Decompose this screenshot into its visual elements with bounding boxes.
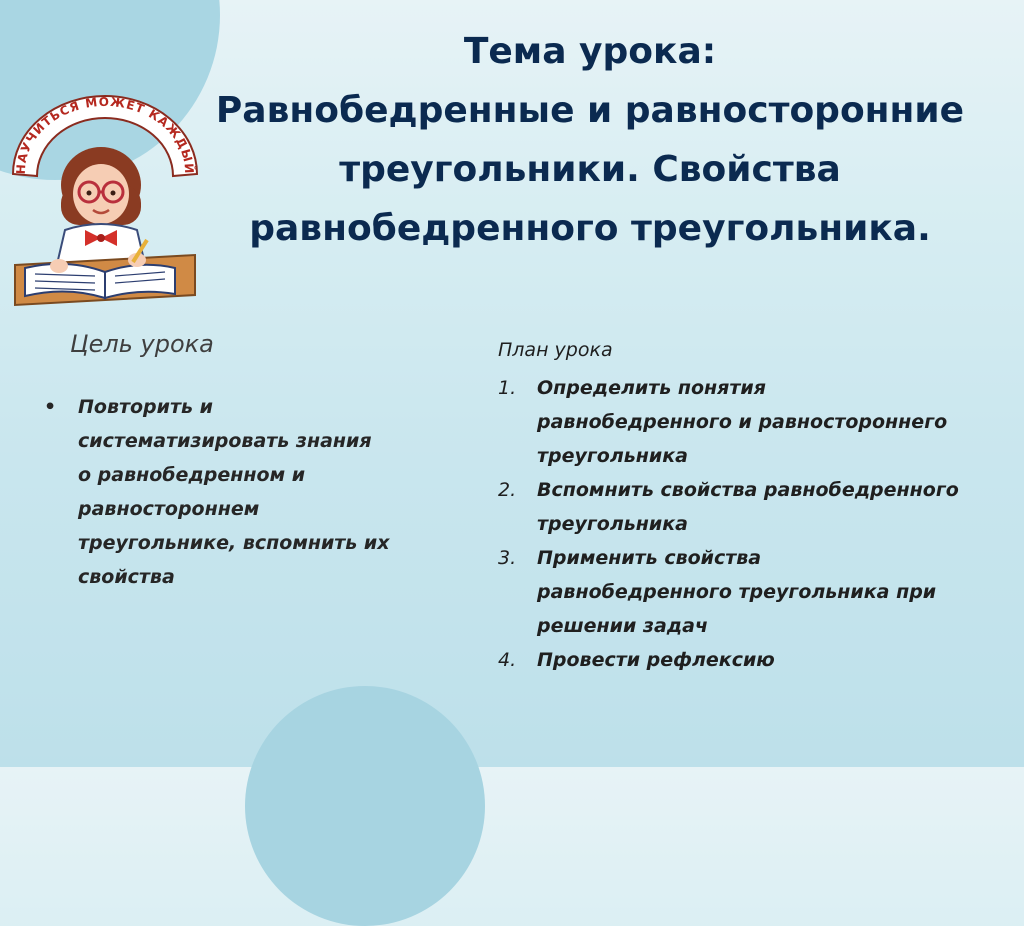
plan-item-number: 3. bbox=[498, 547, 517, 569]
goal-line: о равнобедренном и bbox=[78, 464, 306, 486]
plan-item-number: 4. bbox=[498, 649, 517, 671]
mascot-badge-text: НАУЧИТЬСЯ МОЖЕТ КАЖДЫЙ bbox=[13, 94, 197, 175]
plan-line: Вспомнить свойства равнобедренного bbox=[537, 479, 959, 501]
goal-line: Повторить и bbox=[78, 396, 213, 418]
plan-item-number: 1. bbox=[498, 377, 517, 399]
plan-item bbox=[498, 541, 1018, 643]
plan-line: Применить свойства bbox=[537, 547, 762, 569]
plan-list bbox=[498, 371, 1018, 677]
goal-line: свойства bbox=[78, 566, 175, 588]
goal-heading: Цель урока bbox=[70, 330, 214, 358]
plan-heading: План урока bbox=[498, 339, 613, 361]
plan-line: Определить понятия bbox=[537, 377, 766, 399]
title-line: Равнобедренные и равносторонние bbox=[215, 90, 965, 131]
plan-item bbox=[498, 473, 1018, 541]
title-line: Тема урока: bbox=[463, 31, 717, 72]
decor-circle-bottom bbox=[245, 686, 485, 926]
title-line: равнобедренного треугольника. bbox=[249, 208, 931, 249]
plan-line: равнобедренного и равностороннего bbox=[537, 411, 948, 433]
plan-item-number: 2. bbox=[498, 479, 517, 501]
plan-line: треугольника bbox=[537, 445, 688, 467]
plan-item bbox=[498, 643, 1018, 677]
goal-list bbox=[40, 390, 440, 594]
plan-line: треугольника bbox=[537, 513, 688, 535]
bullet-icon: • bbox=[44, 396, 57, 418]
goal-line: равностороннем bbox=[78, 498, 260, 520]
plan-line: решении задач bbox=[537, 615, 708, 637]
plan-line: равнобедренного треугольника при bbox=[537, 581, 937, 603]
goal-line: систематизировать знания bbox=[78, 430, 372, 452]
plan-item bbox=[498, 371, 1018, 473]
goal-line: треугольнике, вспомнить их bbox=[78, 532, 390, 554]
lesson-title bbox=[160, 22, 1020, 258]
plan-line: Провести рефлексию bbox=[537, 649, 775, 671]
goal-item bbox=[40, 390, 440, 594]
title-line: треугольники. Свойства bbox=[339, 149, 841, 190]
